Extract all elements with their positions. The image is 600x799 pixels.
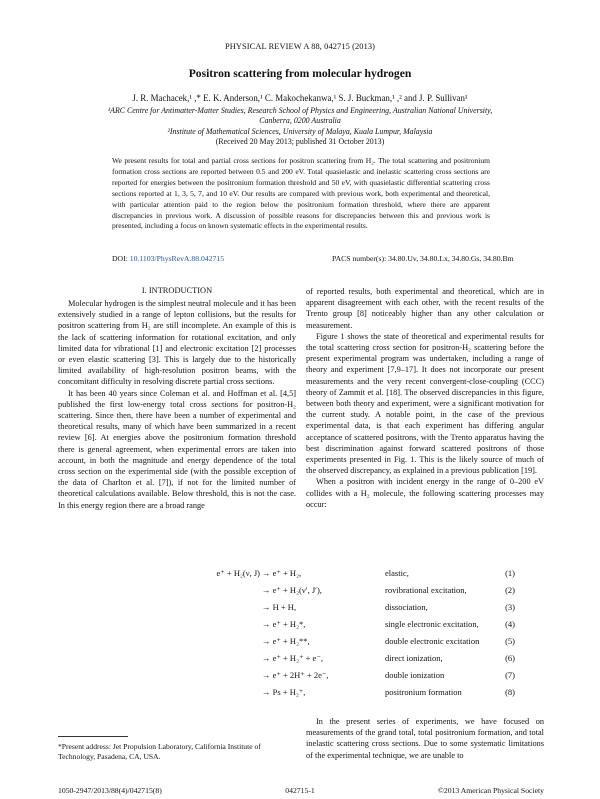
footer-page-number: 042715-1 (285, 786, 315, 795)
equation-number: (7) (505, 670, 515, 680)
paragraph: It has been 40 years since Coleman et al. and Hoffman et al. [4,5] published the first low-energy total cross sections for positron-H₂ scattering. Since then, there have been a number of experimental and theoretical results, many of which have been summarized in a recent review [6]. At energies above the positronium formation threshold there is general agreement, when experimental errors are taken into account, in both the magnitude and energy dependence of the total cross section on the experimental side (with the possible exception of the data of Charlton et al. [7]), if not for the limited number of theoretical calculations available. Below threshold, this is not the case. In this energy region there are a broad range (58, 388, 296, 510)
author-list: J. R. Machacek,¹ ,* E. K. Anderson,¹ C. Makochekanwa,¹ S. J. Buckman,¹ ,² and J. P. Sullivan¹ (132, 93, 468, 103)
equation-description: rovibrational excitation, (385, 585, 467, 595)
equation-row (150, 568, 542, 582)
footnote: *Present address: Jet Propulsion Laboratory, California Institute of Technology, Pasadena, CA, USA. (58, 742, 261, 762)
equation-number: (2) (505, 585, 515, 595)
equation-rhs: → e⁺ + 2H⁺ + 2e⁻, (262, 670, 329, 680)
affiliation-2: ²Institute of Mathematical Sciences, University of Malaya, Kuala Lumpur, Malaysia (167, 127, 433, 136)
received-dates: (Received 20 May 2013; published 31 October 2013) (215, 137, 385, 146)
equation-row (150, 670, 542, 684)
equation-row (150, 585, 542, 599)
equation-description: double electronic excitation (385, 636, 480, 646)
left-column (58, 298, 296, 511)
equation-rhs: → e⁺ + H₂**, (262, 636, 310, 646)
pacs-numbers: PACS number(s): 34.80.Uv, 34.80.Lx, 34.80.Gs, 34.80.Bm (332, 254, 514, 263)
equation-row (150, 653, 542, 667)
paragraph: In the present series of experiments, we have focused on measurements of the grand total, total positronium formation, and total inelastic scattering cross sections. Due to some systematic limitations of the experimental technique, we are unable to (306, 717, 544, 760)
equation-rhs: → H + H, (262, 602, 297, 612)
journal-header: PHYSICAL REVIEW A 88, 042715 (2013) (224, 42, 376, 51)
equation-rhs: → e⁺ + H₂⁺ + e⁻, (262, 653, 323, 663)
equation-rhs: → e⁺ + H₂(ν′, J′), (262, 585, 322, 595)
doi-label: DOI: (112, 254, 128, 263)
doi-line (112, 254, 224, 263)
doi-link[interactable]: 10.1103/PhysRevA.88.042715 (129, 254, 225, 263)
equation-rhs: → Ps + H₂⁺, (262, 687, 306, 697)
equation-description: double ionization (385, 670, 445, 680)
equation-number: (1) (505, 568, 515, 578)
equation-number: (4) (505, 619, 515, 629)
equation-description: dissociation, (385, 602, 428, 612)
abstract: We present results for total and partial cross sections for positron scattering from H₂. The total scattering and positronium formation cross sections are reported between 0.5 and 200 eV. Total quasielastic and inelastic scattering cross sections are reported for energies between the positronium formation threshold and 50 eV, with quasielastic differential scattering cross sections reported at 1, 3, 5, 7, and 10 eV. Our results are compared with previous work, both experimental and theoretical, with particular attention paid to the region below the positronium formation threshold, where there are apparent discrepancies in previous work. A discussion of possible reasons for discrepancies between this and previous work is presented, including a focus on known systematic effects in the experimental results. (112, 156, 490, 231)
equation-number: (3) (505, 602, 515, 612)
equation-rhs: → e⁺ + H₂, (262, 568, 302, 578)
equation-row (150, 602, 542, 616)
equation-description: elastic, (385, 568, 409, 578)
equation-lhs: e⁺ + H₂(ν, J) (216, 568, 260, 578)
paragraph: Figure 1 shows the state of theoretical and experimental results for the total scattering cross section for positron-H₂ scattering before the present experimental program was undertaken, including a range of theory and experiment [7,9–17]. It does not incorporate our present measurements and the very recent convergent-close-coupling (CCC) theory of Zammit et al. [18]. The observed discrepancies in this figure, between both theory and experiment, were a significant motivation for the current study. A notable point, in the case of the previous experimental data, is that each experiment has differing angular acceptance of scattered positrons, with the Trento apparatus having the best discrimination against forward scattered positrons of those experiments presented in Fig. 1. This is the likely source of much of the observed discrepancy, as explained in a previous publication [19]. (306, 331, 544, 476)
equation-row (150, 687, 542, 701)
equation-row (150, 619, 542, 633)
section-heading: I. INTRODUCTION (141, 286, 213, 295)
equation-rhs: → e⁺ + H₂*, (262, 619, 306, 629)
equation-number: (6) (505, 653, 515, 663)
equation-row (150, 636, 542, 650)
paragraph: When a positron with incident energy in the range of 0–200 eV collides with a H₂ molecule, the following scattering processes may occur: (306, 477, 544, 509)
equation-description: positronium formation (385, 687, 462, 697)
affiliation-1-city: Canberra, 0200 Australia (259, 116, 341, 125)
right-column (306, 286, 544, 510)
paragraph: of reported results, both experimental and theoretical, which are in apparent disagreement with each other, with the recent results of the Trento group [8] noticeably higher than any other calculation or measurement. (306, 287, 544, 330)
paper-title: Positron scattering from molecular hydrogen (188, 67, 412, 80)
equation-number: (8) (505, 687, 515, 697)
paragraph: Molecular hydrogen is the simplest neutral molecule and it has been extensively studied in a range of lepton collisions, but the results for positron scattering from H₂ are still incomplete. An example of this is the lack of scattering information for rotational excitation, and only limited data for vibrational [1] and electronic excitation [2] processes or even elastic scattering [3]. This is largely due to the historically limited availability of high-resolution positron beams, with the concomitant difficulty in resolving discrete partial cross sections. (58, 299, 296, 387)
footer-copyright: ©2013 American Physical Society (438, 786, 544, 795)
equation-description: direct ionization, (385, 653, 443, 663)
equation-description: single electronic excitation, (385, 619, 479, 629)
equation-number: (5) (505, 636, 515, 646)
affiliation-1: ¹ARC Centre for Antimatter-Matter Studies, Research School of Physics and Engineering, Australian National University, (107, 106, 493, 115)
right-column-continued (306, 716, 544, 761)
footer-issn: 1050-2947/2013/88(4)/042715(8) (58, 786, 162, 795)
footnote-divider (58, 736, 128, 737)
